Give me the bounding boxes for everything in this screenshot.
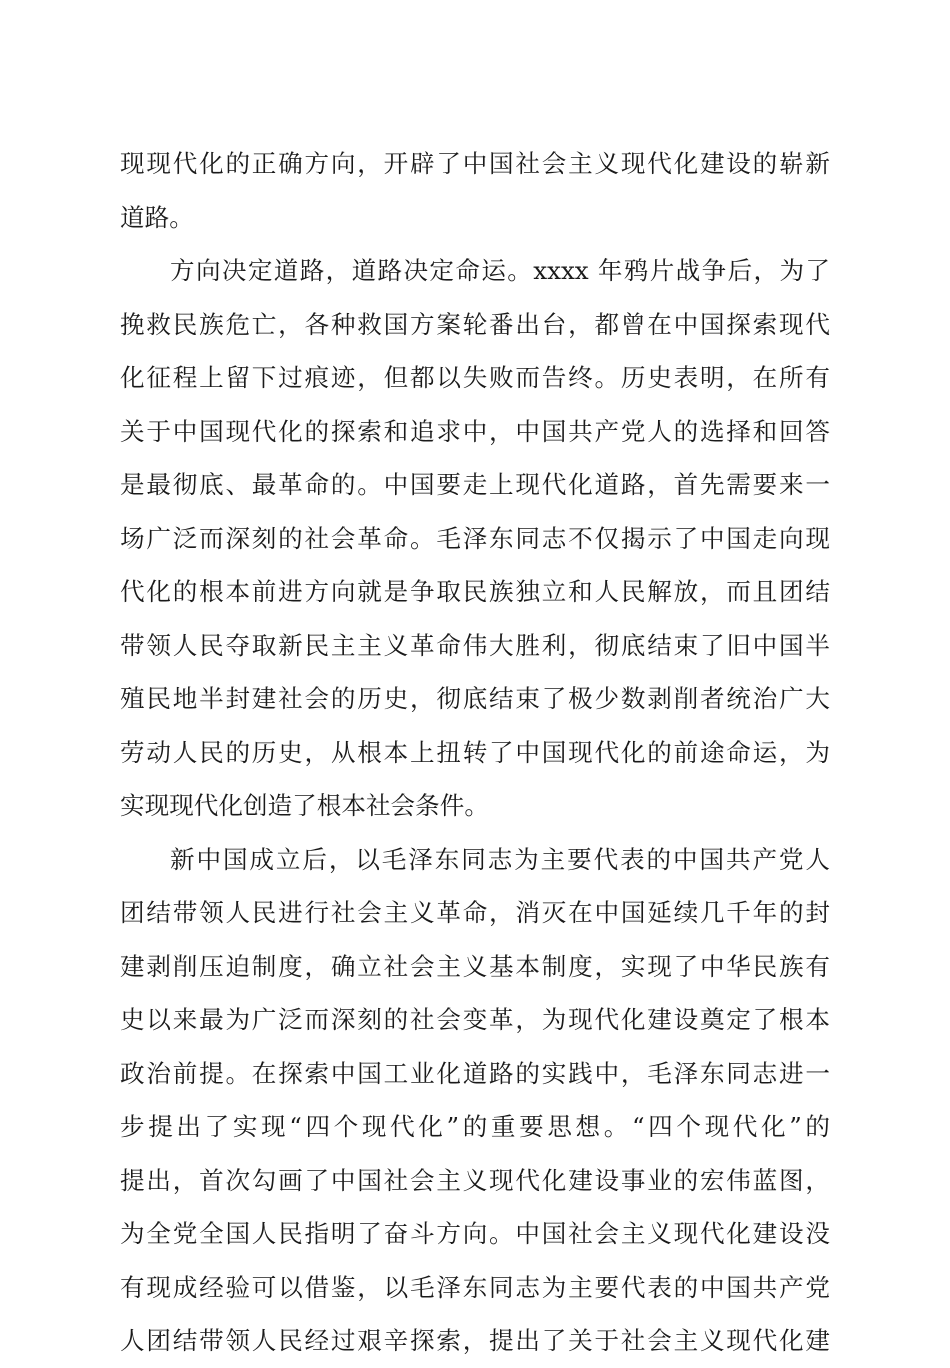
text-line: 建剥削压迫制度，确立社会主义基本制度，实现了中华民族有 — [120, 951, 830, 981]
text-line: 为全党全国人民指明了奋斗方向。中国社会主义现代化建设没 — [120, 1219, 830, 1248]
text-line: 挽救民族危亡，各种救国方案轮番出台，都曾在中国探索现代 — [120, 309, 830, 339]
text-line: 劳动人民的历史，从根本上扭转了中国现代化的前途命运，为 — [120, 737, 830, 767]
text-line: 代化的根本前进方向就是争取民族独立和人民解放，而且团结 — [120, 577, 830, 606]
text-line: 提出，首次勾画了中国社会主义现代化建设事业的宏伟蓝图， — [120, 1165, 830, 1195]
text-line: 场广泛而深刻的社会革命。毛泽东同志不仅揭示了中国走向现 — [120, 523, 830, 553]
text-line: 步提出了实现“四个现代化”的重要思想。“四个现代化”的 — [120, 1112, 830, 1141]
text-line: 带领人民夺取新民主主义革命伟大胜利，彻底结束了旧中国半 — [120, 630, 830, 660]
text-line: 人团结带领人民经过艰辛探索，提出了关于社会主义现代化建 — [120, 1326, 830, 1355]
body-text — [120, 137, 830, 1368]
text-line: 实现现代化创造了根本社会条件。 — [120, 791, 489, 820]
text-line: 是最彻底、最革命的。中国要走上现代化道路，首先需要来一 — [120, 470, 830, 499]
text-line: 关于中国现代化的探索和追求中，中国共产党人的选择和回答 — [120, 416, 830, 446]
text-line: 方向决定道路，道路决定命运。xxxx 年鸦片战争后，为了 — [170, 256, 830, 285]
text-line: 政治前提。在探索中国工业化道路的实践中，毛泽东同志进一 — [120, 1058, 830, 1088]
text-line: 现现代化的正确方向，开辟了中国社会主义现代化建设的崭新 — [120, 149, 830, 178]
text-line: 新中国成立后，以毛泽东同志为主要代表的中国共产党人 — [170, 844, 830, 874]
text-line: 团结带领人民进行社会主义革命，消灭在中国延续几千年的封 — [120, 898, 830, 927]
text-line: 化征程上留下过痕迹，但都以失败而告终。历史表明，在所有 — [120, 363, 830, 392]
text-line: 有现成经验可以借鉴，以毛泽东同志为主要代表的中国共产党 — [120, 1272, 830, 1302]
text-line: 道路。 — [120, 202, 194, 232]
text-line: 史以来最为广泛而深刻的社会变革，为现代化建设奠定了根本 — [120, 1005, 830, 1034]
text-line: 殖民地半封建社会的历史，彻底结束了极少数剥削者统治广大 — [120, 684, 830, 713]
